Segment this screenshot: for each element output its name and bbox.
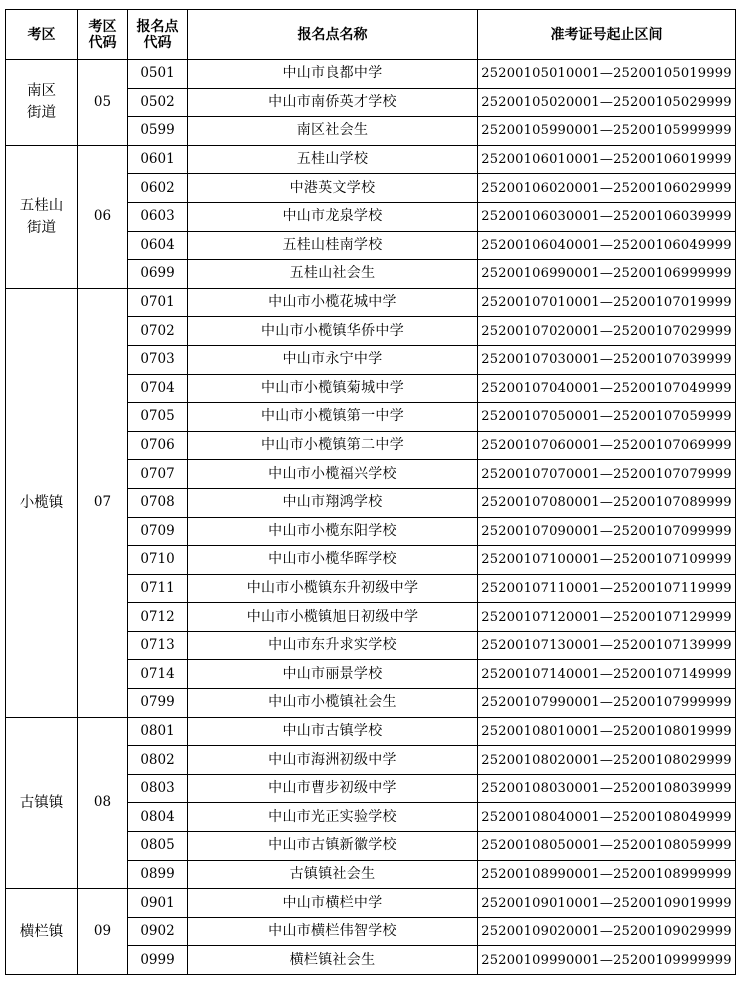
ticket-range-cell: 25200106020001—25200106029999: [478, 174, 736, 203]
ticket-range-cell: 25200105020001—25200105029999: [478, 88, 736, 117]
exam-site-table: [5, 9, 736, 975]
site-code-cell: 0704: [128, 374, 188, 403]
site-name-cell: 中山市古镇新徽学校: [188, 832, 478, 861]
site-name-cell: 中山市光正实验学校: [188, 803, 478, 832]
site-name-cell: 五桂山学校: [188, 145, 478, 174]
area-code-cell: 07: [78, 288, 128, 717]
site-code-cell: 0899: [128, 860, 188, 889]
area-name-cell: 古镇镇: [6, 717, 78, 889]
site-code-cell: 0901: [128, 889, 188, 918]
site-name-cell: 中山市翔鸿学校: [188, 488, 478, 517]
area-code-cell: 06: [78, 145, 128, 288]
area-name-cell: 小榄镇: [6, 288, 78, 717]
ticket-range-cell: 25200107040001—25200107049999: [478, 374, 736, 403]
site-code-cell: 0705: [128, 403, 188, 432]
ticket-range-cell: 25200106040001—25200106049999: [478, 231, 736, 260]
site-code-cell: 0999: [128, 946, 188, 975]
ticket-range-cell: 25200107990001—25200107999999: [478, 689, 736, 718]
area-name-cell: 横栏镇: [6, 889, 78, 975]
area-code-cell: 08: [78, 717, 128, 889]
site-name-cell: 中山市小榄镇菊城中学: [188, 374, 478, 403]
ticket-range-cell: 25200109010001—25200109019999: [478, 889, 736, 918]
area-name-cell: 南区 街道: [6, 60, 78, 146]
site-code-cell: 0802: [128, 746, 188, 775]
header-site-code: 报名点 代码: [128, 10, 188, 60]
site-name-cell: 中山市小榄东阳学校: [188, 517, 478, 546]
ticket-range-cell: 25200107010001—25200107019999: [478, 288, 736, 317]
area-code-cell: 05: [78, 60, 128, 146]
site-name-cell: 中山市小榄花城中学: [188, 288, 478, 317]
ticket-range-cell: 25200105010001—25200105019999: [478, 60, 736, 89]
header-area-code: 考区 代码: [78, 10, 128, 60]
ticket-range-cell: 25200108990001—25200108999999: [478, 860, 736, 889]
site-name-cell: 中山市永宁中学: [188, 345, 478, 374]
site-code-cell: 0711: [128, 574, 188, 603]
site-name-cell: 中山市东升求实学校: [188, 631, 478, 660]
site-name-cell: 中山市海洲初级中学: [188, 746, 478, 775]
ticket-range-cell: 25200107130001—25200107139999: [478, 631, 736, 660]
site-name-cell: 中山市小榄镇第一中学: [188, 403, 478, 432]
site-code-cell: 0601: [128, 145, 188, 174]
ticket-range-cell: 25200107100001—25200107109999: [478, 546, 736, 575]
site-code-cell: 0714: [128, 660, 188, 689]
site-name-cell: 中山市曹步初级中学: [188, 774, 478, 803]
site-name-cell: 中山市古镇学校: [188, 717, 478, 746]
ticket-range-cell: 25200107050001—25200107059999: [478, 403, 736, 432]
site-code-cell: 0599: [128, 117, 188, 146]
site-name-cell: 中山市小榄华晖学校: [188, 546, 478, 575]
table-row: [6, 717, 736, 746]
table-row: [6, 145, 736, 174]
table-row: [6, 889, 736, 918]
site-code-cell: 0604: [128, 231, 188, 260]
site-code-cell: 0805: [128, 832, 188, 861]
ticket-range-cell: 25200107030001—25200107039999: [478, 345, 736, 374]
site-code-cell: 0801: [128, 717, 188, 746]
site-code-cell: 0502: [128, 88, 188, 117]
table-header: [6, 10, 736, 60]
site-name-cell: 中山市龙泉学校: [188, 202, 478, 231]
ticket-range-cell: 25200107070001—25200107079999: [478, 460, 736, 489]
site-code-cell: 0602: [128, 174, 188, 203]
table-body: [6, 60, 736, 975]
ticket-range-cell: 25200106030001—25200106039999: [478, 202, 736, 231]
site-code-cell: 0703: [128, 345, 188, 374]
ticket-range-cell: 25200107120001—25200107129999: [478, 603, 736, 632]
site-code-cell: 0708: [128, 488, 188, 517]
site-code-cell: 0713: [128, 631, 188, 660]
site-name-cell: 中山市横栏伟智学校: [188, 917, 478, 946]
site-code-cell: 0709: [128, 517, 188, 546]
site-name-cell: 中山市小榄镇社会生: [188, 689, 478, 718]
site-name-cell: 中山市南侨英才学校: [188, 88, 478, 117]
site-code-cell: 0804: [128, 803, 188, 832]
ticket-range-cell: 25200109020001—25200109029999: [478, 917, 736, 946]
header-ticket-range: 准考证号起止区间: [478, 10, 736, 60]
site-name-cell: 五桂山桂南学校: [188, 231, 478, 260]
site-code-cell: 0706: [128, 431, 188, 460]
header-area: 考区: [6, 10, 78, 60]
header-row: [6, 10, 736, 60]
site-code-cell: 0803: [128, 774, 188, 803]
site-code-cell: 0712: [128, 603, 188, 632]
ticket-range-cell: 25200108040001—25200108049999: [478, 803, 736, 832]
site-name-cell: 南区社会生: [188, 117, 478, 146]
site-code-cell: 0701: [128, 288, 188, 317]
site-code-cell: 0799: [128, 689, 188, 718]
site-name-cell: 中山市小榄镇东升初级中学: [188, 574, 478, 603]
site-name-cell: 中山市横栏中学: [188, 889, 478, 918]
site-code-cell: 0501: [128, 60, 188, 89]
ticket-range-cell: 25200108030001—25200108039999: [478, 774, 736, 803]
site-name-cell: 中山市小榄镇华侨中学: [188, 317, 478, 346]
ticket-range-cell: 25200108020001—25200108029999: [478, 746, 736, 775]
site-name-cell: 中山市小榄福兴学校: [188, 460, 478, 489]
table-row: [6, 60, 736, 89]
site-code-cell: 0707: [128, 460, 188, 489]
ticket-range-cell: 25200107080001—25200107089999: [478, 488, 736, 517]
ticket-range-cell: 25200106990001—25200106999999: [478, 260, 736, 289]
site-code-cell: 0902: [128, 917, 188, 946]
site-code-cell: 0702: [128, 317, 188, 346]
site-name-cell: 中山市丽景学校: [188, 660, 478, 689]
area-code-cell: 09: [78, 889, 128, 975]
ticket-range-cell: 25200107020001—25200107029999: [478, 317, 736, 346]
site-code-cell: 0710: [128, 546, 188, 575]
site-name-cell: 古镇镇社会生: [188, 860, 478, 889]
ticket-range-cell: 25200108050001—25200108059999: [478, 832, 736, 861]
site-name-cell: 中港英文学校: [188, 174, 478, 203]
ticket-range-cell: 25200109990001—25200109999999: [478, 946, 736, 975]
site-name-cell: 中山市良都中学: [188, 60, 478, 89]
site-code-cell: 0699: [128, 260, 188, 289]
ticket-range-cell: 25200105990001—25200105999999: [478, 117, 736, 146]
site-code-cell: 0603: [128, 202, 188, 231]
ticket-range-cell: 25200108010001—25200108019999: [478, 717, 736, 746]
ticket-range-cell: 25200106010001—25200106019999: [478, 145, 736, 174]
table-row: [6, 288, 736, 317]
header-site-name: 报名点名称: [188, 10, 478, 60]
site-name-cell: 中山市小榄镇旭日初级中学: [188, 603, 478, 632]
ticket-range-cell: 25200107110001—25200107119999: [478, 574, 736, 603]
area-name-cell: 五桂山 街道: [6, 145, 78, 288]
site-name-cell: 中山市小榄镇第二中学: [188, 431, 478, 460]
ticket-range-cell: 25200107060001—25200107069999: [478, 431, 736, 460]
site-name-cell: 横栏镇社会生: [188, 946, 478, 975]
ticket-range-cell: 25200107140001—25200107149999: [478, 660, 736, 689]
site-name-cell: 五桂山社会生: [188, 260, 478, 289]
ticket-range-cell: 25200107090001—25200107099999: [478, 517, 736, 546]
